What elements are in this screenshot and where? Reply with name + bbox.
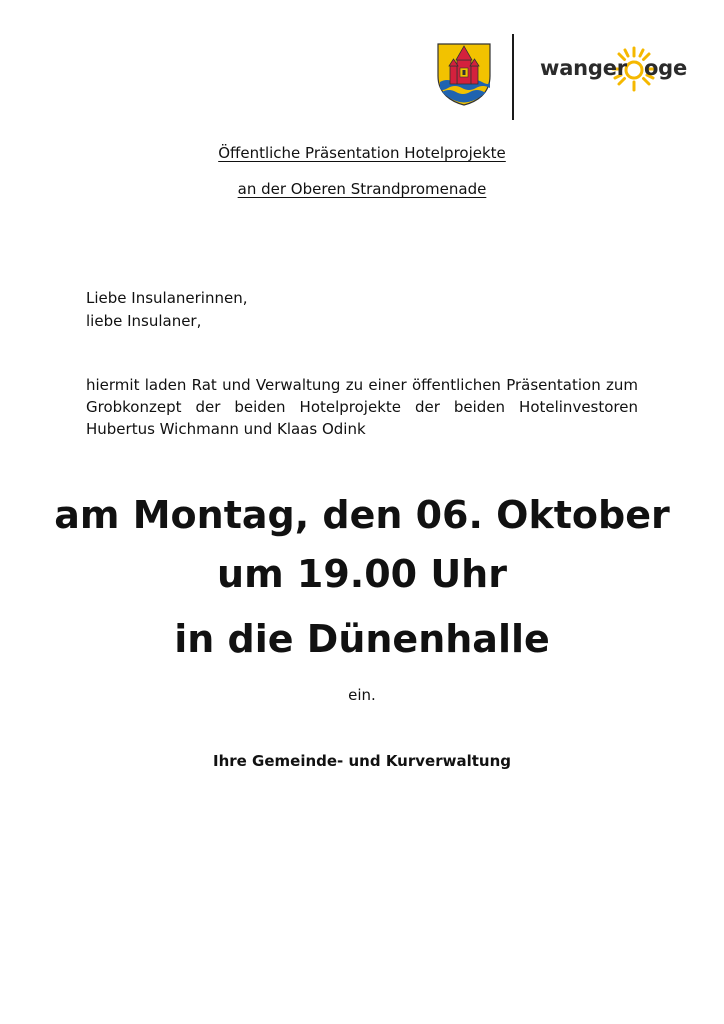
brand-text-end: oge [643, 56, 688, 80]
logo-divider [512, 34, 514, 120]
closing-word: ein. [348, 686, 376, 704]
body-paragraph: hiermit laden Rat und Verwaltung zu einer öffentlichen Präsentation zum Grobkonzept der beiden Hotelprojekte der beiden Hotelinvestoren Hubertus Wichmann und Klaas Odink [86, 376, 638, 438]
title-line-2 [0, 180, 724, 198]
signature: Ihre Gemeinde- und Kurverwaltung [212, 752, 511, 770]
greeting-line-2: liebe Insulaner, [86, 312, 202, 330]
brand-wordmark [540, 56, 687, 80]
title-text-1: Öffentliche Präsentation Hotelprojekte [218, 144, 506, 162]
event-date: am Montag, den 06. Oktober [54, 493, 670, 537]
greeting [86, 287, 247, 333]
title-text-2: an der Oberen Strandpromenade [237, 180, 487, 198]
wangerooge-logo [540, 44, 690, 100]
brand-text-start: wanger [540, 56, 627, 80]
event-time: um 19.00 Uhr [217, 552, 507, 596]
coat-of-arms-icon [436, 42, 492, 106]
event-place: in die Dünenhalle [174, 617, 550, 661]
greeting-line-1: Liebe Insulanerinnen, [86, 289, 248, 307]
title-line-1 [0, 144, 724, 162]
